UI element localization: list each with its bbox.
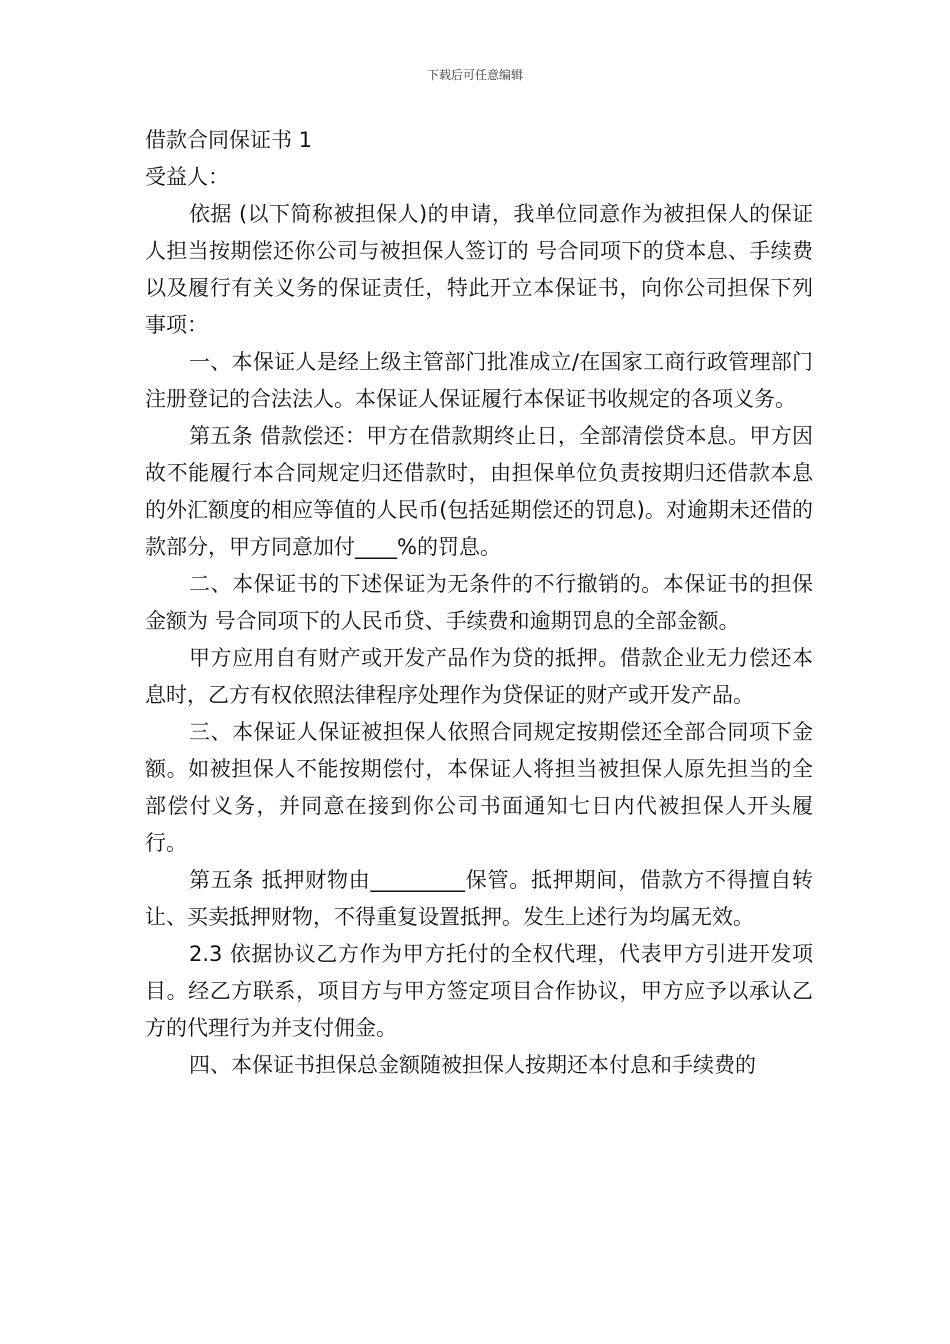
paragraph: 四、本保证书担保总金额随被担保人按期还本付息和手续费的 — [189, 1053, 756, 1077]
paragraph: 依据 (以下简称被担保人)的申请，我单位同意作为被担保人的保证人担当按期偿还你公司与被担保人签订的 号合同项下的贷本息、手续费以及履行有关义务的保证责任，特此开立本保证书，向你公司担保下列事项： — [145, 202, 813, 337]
addressee-line: 受益人： — [145, 165, 229, 189]
paragraph: 第五条 抵押财物由_________保管。抵押期间，借款方不得擅自转让、买卖抵押财物，不得重复设置抵押。发生上述行为均属无效。 — [145, 868, 813, 929]
paragraph: 一、本保证人是经上级主管部门批准成立/在国家工商行政管理部门注册登记的合法法人。本保证人保证履行本保证书收规定的各项义务。 — [145, 350, 813, 411]
document-title: 借款合同保证书 1 — [145, 128, 313, 152]
document-body — [145, 122, 813, 1084]
header-note: 下载后可任意编辑 — [426, 68, 523, 82]
paragraph: 甲方应用自有财产或开发产品作为贷的抵押。借款企业无力偿还本息时，乙方有权依照法律程序处理作为贷保证的财产或开发产品。 — [145, 646, 813, 707]
paragraph: 第五条 借款偿还：甲方在借款期终止日，全部清偿贷本息。甲方因故不能履行本合同规定归还借款时，由担保单位负责按期归还借款本息的外汇额度的相应等值的人民币(包括延期偿还的罚息)。对逾期未还借的款部分，甲方同意加付____%的罚息。 — [145, 424, 813, 559]
paragraph: 三、本保证人保证被担保人依照合同规定按期偿还全部合同项下金额。如被担保人不能按期偿付，本保证人将担当被担保人原先担当的全部偿付义务，并同意在接到你公司书面通知七日内代被担保人开头履行。 — [145, 720, 813, 855]
paragraph: 2.3 依据协议乙方作为甲方托付的全权代理，代表甲方引进开发项目。经乙方联系，项目方与甲方签定项目合作协议，甲方应予以承认乙方的代理行为并支付佣金。 — [145, 942, 813, 1040]
paragraph: 二、本保证书的下述保证为无条件的不行撤销的。本保证书的担保金额为 号合同项下的人民币贷、手续费和逾期罚息的全部金额。 — [145, 572, 813, 633]
